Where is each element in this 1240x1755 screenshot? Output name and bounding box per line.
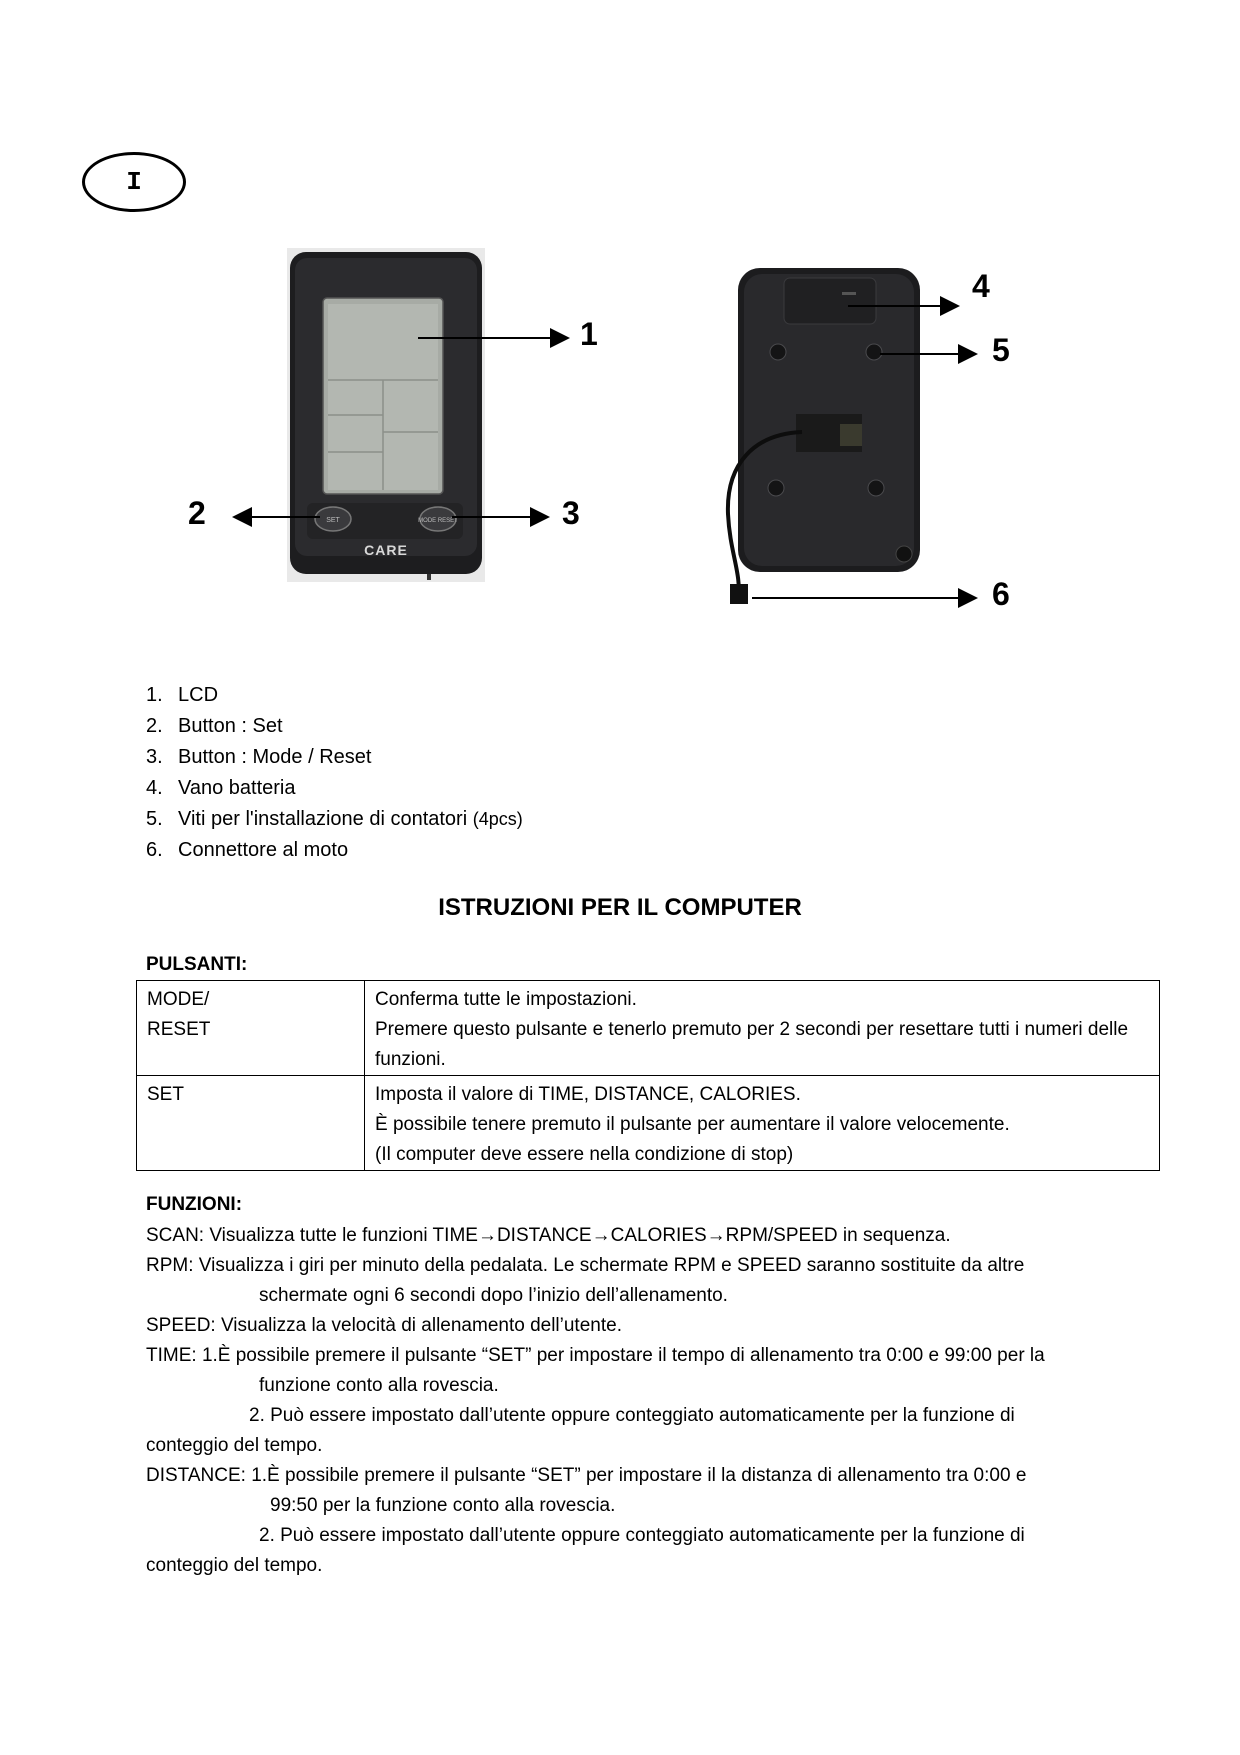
function-distance: DISTANCE: 1.È possibile premere il pulsante “SET” per impostare il la distanza di allenamento tra 0:00 e — [146, 1465, 1027, 1486]
language-badge: I — [82, 152, 186, 212]
function-time-cont: funzione conto alla rovescia. — [259, 1375, 499, 1396]
table-cell-key: SET — [137, 1076, 365, 1171]
callout-arrows — [0, 0, 1240, 700]
function-distance-cont: 99:50 per la funzione conto alla rovescia. — [270, 1495, 616, 1516]
list-item: 2. Button : Set — [146, 715, 283, 737]
callout-1: 1 — [580, 316, 598, 352]
function-distance-2: 2. Può essere impostato dall’utente oppure conteggiato automaticamente per la funzione di — [259, 1525, 1025, 1546]
buttons-heading: PULSANTI: — [146, 954, 248, 975]
table-cell-desc: Imposta il valore di TIME, DISTANCE, CALORIES. È possibile tenere premuto il pulsante per aumentare il valore velocemente. (Il computer deve essere nella condizione di stop) — [365, 1076, 1160, 1171]
function-rpm: RPM: Visualizza i giri per minuto della pedalata. Le schermate RPM e SPEED saranno sostituite da altre — [146, 1255, 1025, 1276]
brand-logo: CARE — [364, 542, 408, 558]
function-rpm-cont: schermate ogni 6 secondi dopo l’inizio dell’allenamento. — [259, 1285, 728, 1306]
mode-reset-button-label: MODE RESET — [418, 518, 458, 524]
function-time: TIME: 1.È possibile premere il pulsante “SET” per impostare il tempo di allenamento tra 0:00 e 99:00 per la — [146, 1345, 1045, 1366]
list-item: 4. Vano batteria — [146, 777, 296, 799]
callout-2: 2 — [188, 495, 206, 531]
buttons-table — [136, 980, 1160, 1171]
function-time-2-cont: conteggio del tempo. — [146, 1435, 323, 1456]
list-item: 1. LCD — [146, 684, 219, 706]
table-row — [137, 981, 1160, 1076]
callout-6: 6 — [992, 576, 1010, 612]
section-title: ISTRUZIONI PER IL COMPUTER — [438, 894, 802, 921]
callout-4: 4 — [972, 268, 990, 304]
function-scan: SCAN: Visualizza tutte le funzioni TIME→DISTANCE→CALORIES→RPM/SPEED in sequenza. — [146, 1225, 951, 1246]
function-speed: SPEED: Visualizza la velocità di allenamento dell’utente. — [146, 1315, 622, 1336]
callout-5: 5 — [992, 332, 1010, 368]
list-item: 5. Viti per l'installazione di contatori (4pcs) — [146, 808, 523, 830]
function-distance-2-cont: conteggio del tempo. — [146, 1555, 323, 1576]
set-button-label: SET — [326, 517, 340, 524]
table-cell-desc: Conferma tutte le impostazioni. Premere questo pulsante e tenerlo premuto per 2 secondi per resettare tutti i numeri delle funzioni. — [365, 981, 1160, 1076]
table-row — [137, 1076, 1160, 1171]
functions-heading: FUNZIONI: — [146, 1194, 243, 1215]
table-cell-key: MODE/ RESET — [137, 981, 365, 1076]
list-item: 6. Connettore al moto — [146, 839, 349, 861]
function-time-2: 2. Può essere impostato dall’utente oppure conteggiato automaticamente per la funzione di — [249, 1405, 1015, 1426]
parts-list — [146, 680, 523, 866]
callout-3: 3 — [562, 495, 580, 531]
list-item: 3. Button : Mode / Reset — [146, 746, 372, 768]
